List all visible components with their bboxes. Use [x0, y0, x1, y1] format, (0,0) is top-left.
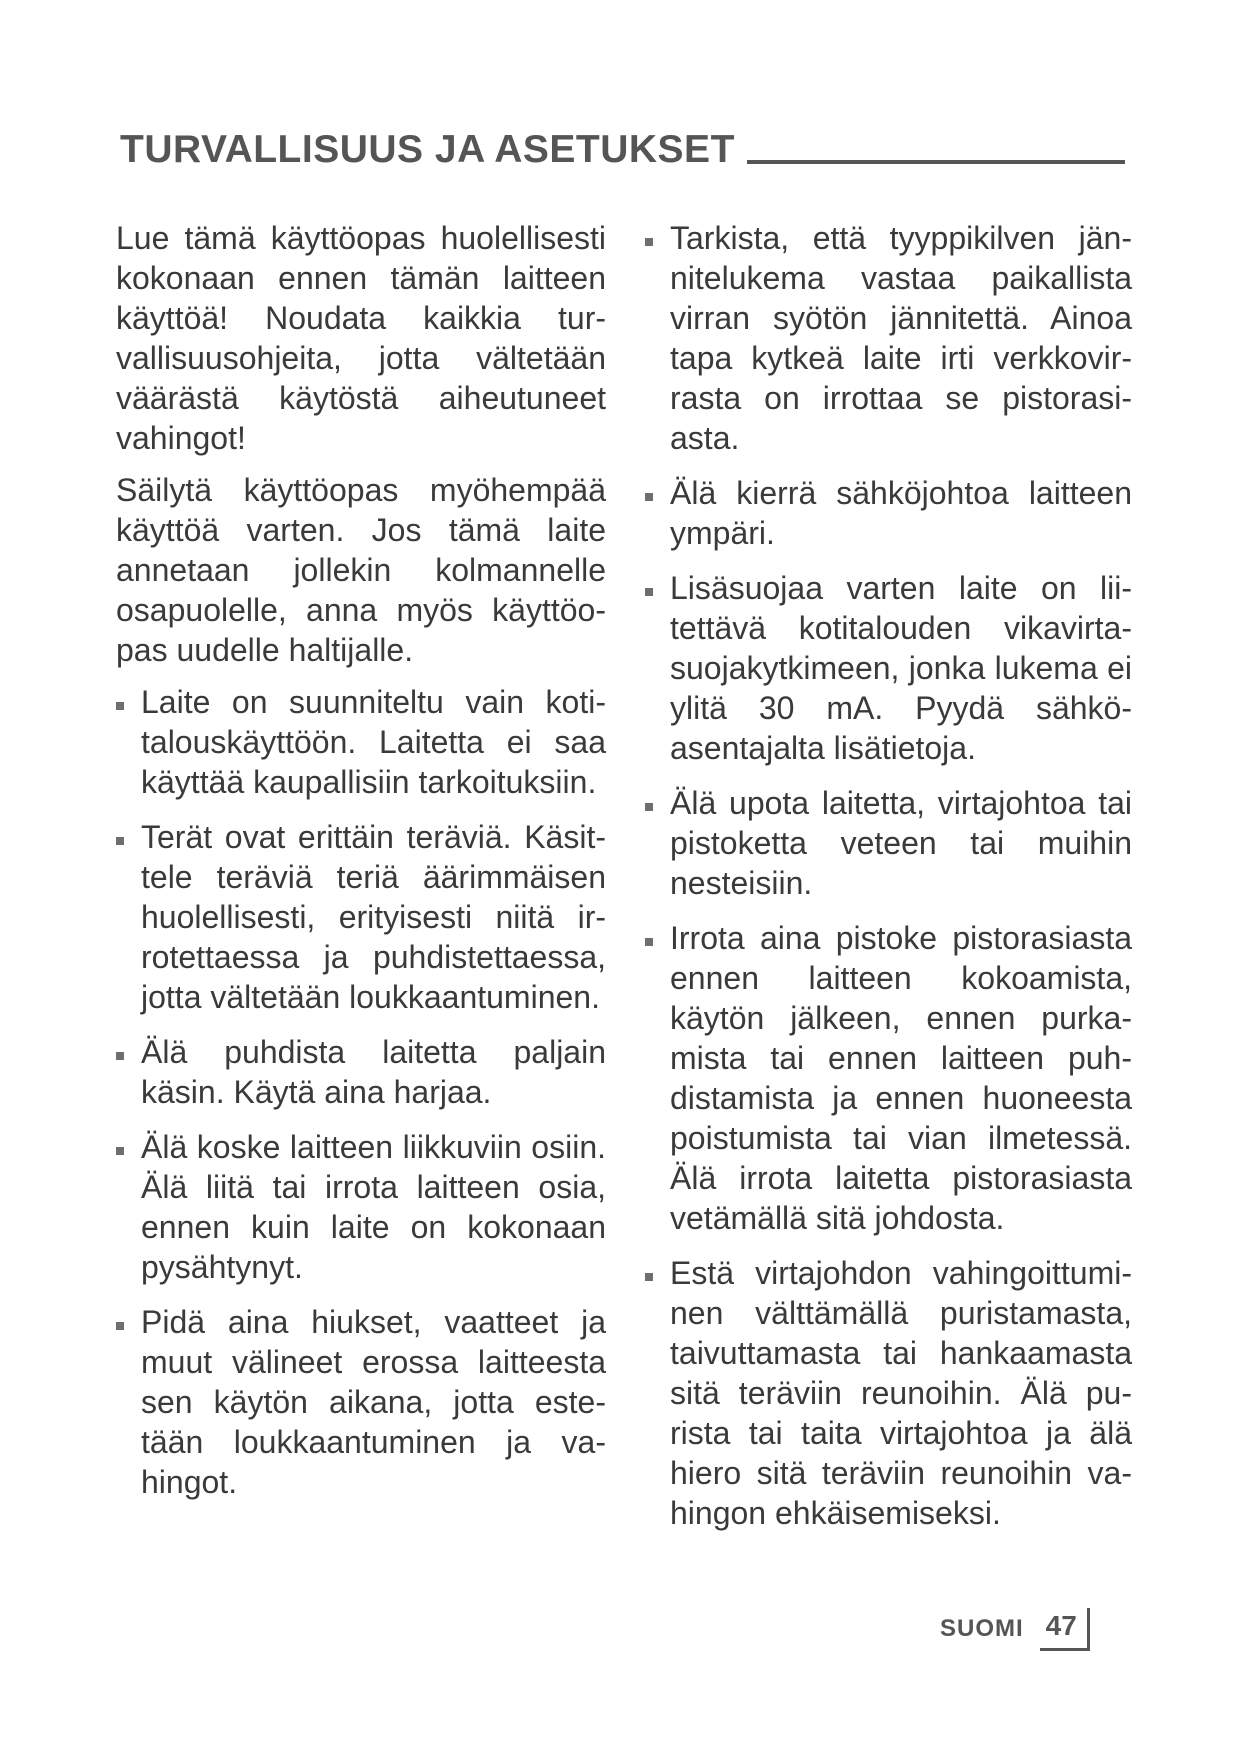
safety-list-right [645, 218, 1132, 1533]
left-column [116, 218, 606, 1517]
list-item [645, 783, 1132, 903]
list-item-text: Tarkista, että tyyppikilven jännitelukema vastaa paikallista virran syötön jännitettä. Ainoa tapa kytkeä laite irti verkkovirrasta on irrottaa se pistorasiasta. [670, 220, 1132, 456]
list-item-text: Pidä aina hiukset, vaatteet ja muut välineet erossa laitteesta sen käytön aikana, jotta estetään loukkaantuminen ja vahingot. [141, 1304, 606, 1500]
page-header [120, 112, 1125, 172]
list-item [116, 1302, 606, 1502]
header-rule [747, 160, 1125, 164]
intro-paragraph: Lue tämä käyttöopas huolellisesti kokonaan ennen tämän laitteen käyttöä! Noudata kaikkia turvallisuusohjeita, jotta vältetään väärästä käytöstä aiheutuneet vahingot! [116, 220, 606, 456]
list-item-text: Laite on suunniteltu vain kotitalouskäyttöön. Laitetta ei saa käyttää kaupallisiin tarkoituksiin. [141, 684, 606, 800]
list-item-text: Älä puhdista laitetta paljain käsin. Käytä aina harjaa. [141, 1034, 606, 1110]
bullet-icon [116, 702, 124, 710]
bullet-icon [645, 938, 653, 946]
bullet-icon [645, 238, 653, 246]
list-item [645, 1253, 1132, 1533]
bullet-icon [116, 837, 124, 845]
list-item [116, 817, 606, 1017]
list-item-text: Älä koske laitteen liikkuviin osiin. Älä liitä tai irrota laitteen osia, ennen kuin laite on kokonaan pysähtynyt. [141, 1129, 606, 1285]
bullet-icon [645, 493, 653, 501]
list-item-text: Älä upota laitetta, virtajohtoa tai pistoketta veteen tai muihin nesteisiin. [670, 785, 1132, 901]
list-item-text: Terät ovat erittäin teräviä. Käsittele teräviä teriä äärimmäisen huolellisesti, erityisesti niitä irrotettaessa ja puhdistettaessa, jotta vältetään loukkaantuminen. [141, 819, 606, 1015]
list-item [116, 1032, 606, 1112]
safety-list-left [116, 682, 606, 1502]
right-column [645, 218, 1132, 1548]
list-item [645, 918, 1132, 1238]
bullet-icon [645, 803, 653, 811]
language-label: SUOMI [940, 1615, 1024, 1642]
bullet-icon [645, 588, 653, 596]
list-item-text: Lisäsuojaa varten laite on liitettävä kotitalouden vikavirtasuojakytkimeen, jonka lukema ei ylitä 30 mA. Pyydä sähköasentajalta lisätietoja. [670, 570, 1132, 766]
list-item-text: Estä virtajohdon vahingoittuminen välttämällä puristamasta, taivuttamasta tai hankaamasta sitä teräviin reunoihin. Älä purista tai taita virtajohtoa ja älä hiero sitä teräviin reunoihin vahingon ehkäisemiseksi. [670, 1255, 1132, 1531]
list-item [116, 1127, 606, 1287]
page-title: TURVALLISUUS JA ASETUKSET [120, 128, 735, 171]
list-item [645, 568, 1132, 768]
list-item [645, 473, 1132, 553]
list-item-text: Älä kierrä sähköjohtoa laitteen ympäri. [670, 475, 1132, 551]
list-item-text: Irrota aina pistoke pistorasiasta ennen laitteen kokoamista, käytön jälkeen, ennen purkamista tai ennen laitteen puhdistamista ja ennen huoneesta poistumista tai vian ilmetessä. Älä irrota laitetta pistorasiasta vetämällä sitä johdosta. [670, 920, 1132, 1236]
bullet-icon [116, 1322, 124, 1330]
bullet-icon [645, 1273, 653, 1281]
bullet-icon [116, 1052, 124, 1060]
page-footer [940, 1608, 1090, 1651]
list-item [116, 682, 606, 802]
bullet-icon [116, 1147, 124, 1155]
page-number: 47 [1040, 1608, 1090, 1651]
intro-paragraph: Säilytä käyttöopas myöhempää käyttöä varten. Jos tämä laite annetaan jollekin kolmannelle osapuolelle, anna myös käyttöopas uudelle haltijalle. [116, 472, 606, 668]
list-item [645, 218, 1132, 458]
